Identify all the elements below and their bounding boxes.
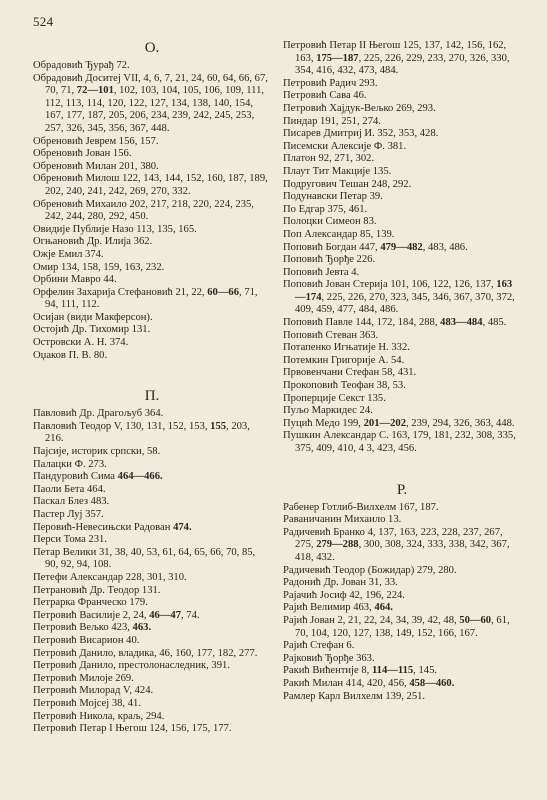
- page-number: 524: [33, 14, 54, 29]
- index-entry: Радичевић Бранко 4, 137, 163, 223, 228, 237, 267, 275, 279—288, 300, 308, 324, 333, 338, 342, 367, 418, 432.: [283, 526, 510, 563]
- index-entry: Орфелин Захарија Стефановић 21, 22, 60—66, 71, 94, 111, 112.: [33, 286, 258, 311]
- index-entry: Радичевић Теодор (Божидар) 279, 280.: [283, 564, 457, 576]
- index-entry: Рајић Јован 2, 21, 22, 24, 34, 39, 42, 48, 50—60, 61, 70, 104, 120, 127, 138, 149, 152, 166, 167.: [283, 614, 510, 639]
- index-entry: Рајковић Ђорђе 363.: [283, 652, 375, 664]
- index-entry: Ракић Вићентије 8, 114—115, 145.: [283, 665, 438, 677]
- bold-page-range: 201—202: [363, 417, 406, 429]
- index-entry: Првовенчани Стефан 58, 431.: [283, 367, 417, 379]
- index-entry: Павловић Др. Драгољуб 364.: [33, 408, 164, 420]
- index-entry: Писарев Дмитриј И. 352, 353, 428.: [283, 128, 439, 140]
- section-heading: Р.: [396, 481, 408, 498]
- index-entry: Пуљо Маркидес 24.: [283, 405, 373, 417]
- index-entry: Поповић Богдан 447, 479—482, 483, 486.: [283, 241, 468, 253]
- index-entry: Петровић Данило, владика, 46, 160, 177, 182, 277.: [33, 647, 258, 659]
- bold-page-range: 479—482: [380, 241, 423, 253]
- index-entry: Петровић Петар I Његош 124, 156, 175, 177.: [33, 723, 232, 735]
- index-entry: Поповић Павле 144, 172, 184, 288, 483—484, 485.: [283, 317, 507, 329]
- index-entry: Перси Тома 231.: [33, 534, 107, 546]
- bold-page-range: 72—101: [76, 85, 114, 97]
- index-entry: По Едгар 375, 461.: [283, 203, 368, 215]
- index-entry: Петрановић Др. Теодор 131.: [33, 584, 161, 596]
- index-entry: Потапенко Игњатије Н. 332.: [283, 342, 410, 354]
- bold-page-range: 279—288: [316, 539, 359, 551]
- index-entry: Прокоповић Теофан 38, 53.: [283, 380, 406, 392]
- index-entry: Петровић Хајдук-Вељко 269, 293.: [283, 102, 436, 114]
- index-entry: Платон 92, 271, 302.: [283, 153, 375, 165]
- bold-page-range: 46—47: [149, 609, 181, 621]
- index-column-left: [33, 40, 271, 736]
- section-heading: О.: [144, 40, 160, 56]
- index-entry: Обреновић Михаило 202, 217, 218, 220, 224, 235, 242, 244, 280, 292, 450.: [33, 198, 254, 223]
- index-entry: Омир 134, 158, 159, 163, 232.: [33, 261, 165, 273]
- bold-page-range: 483—484: [440, 317, 483, 329]
- bold-page-range: 50—60: [459, 614, 492, 626]
- index-entry: Петровић Милоје 269.: [33, 672, 134, 684]
- index-entry: Потемкин Григорије А. 54.: [283, 354, 405, 366]
- index-entry: Паскал Блез 483.: [33, 496, 110, 508]
- index-entry: Петровић Петар II Његош 125, 137, 142, 156, 162, 163, 175—187, 225, 226, 229, 233, 270, 326, 330, 354, 416, 432, 473, 484.: [283, 40, 510, 77]
- bold-page-range: 458—460.: [409, 677, 455, 689]
- index-entry: Петровић Сава 46.: [283, 90, 367, 102]
- index-column-right: [283, 40, 521, 703]
- index-entry: Обрадовић Доситеј VII, 4, 6, 7, 21, 24, 60, 64, 66, 67, 70, 71, 72—101, 102, 103, 104, 105, 106, 109, 111, 112, 113, 114, 120, 122, 127, 134, 138, 140, 154, 167, 177, 187, 205, 206, 234, 239, 242, 245, 253, 257, 326, 345, 356, 367, 448.: [33, 72, 268, 134]
- index-entry: Обрадовић Ђурађ 72.: [33, 60, 130, 71]
- index-entry: Рајић Велимир 463, 464.: [283, 602, 393, 614]
- index-entry: Островски А. Н. 374.: [33, 337, 129, 349]
- bold-page-range: 163—174: [295, 279, 513, 303]
- index-entry: Петровић Висарион 40.: [33, 634, 140, 646]
- index-entry: Пушкин Александар С. 163, 179, 181, 232, 308, 335, 375, 409, 410, 4 3, 423, 456.: [283, 430, 516, 454]
- index-entry: Петровић Никола, краљ, 294.: [33, 710, 165, 722]
- index-entry: Павловић Теодор V, 130, 131, 152, 153, 155, 203, 216.: [33, 420, 250, 445]
- index-entry: Подругович Тешан 248, 292.: [283, 178, 412, 190]
- index-entry: Петар Велики 31, 38, 40, 53, 61, 64, 65, 66, 70, 85, 90, 92, 94, 108.: [33, 546, 256, 571]
- index-entry: Овидије Публије Назо 113, 135, 165.: [33, 223, 197, 235]
- index-entry: Петровић Василије 2, 24, 46—47, 74.: [33, 609, 200, 621]
- index-entry: Обреновић Милан 201, 380.: [33, 160, 159, 172]
- bold-page-range: 464.: [374, 602, 393, 614]
- index-entry: Пандуровић Сима 464—466.: [33, 471, 163, 483]
- index-entry: Поп Александар 85, 139.: [283, 228, 395, 240]
- index-entry: Огњановић Др. Илија 362.: [33, 236, 153, 248]
- index-entry: Орбини Мавро 44.: [33, 274, 117, 286]
- index-entry: Поповић Ђорђе 226.: [283, 254, 376, 266]
- index-entry: Осијан (види Макферсон).: [33, 311, 153, 323]
- index-entry: Рајић Стефан 6.: [283, 640, 355, 652]
- index-entry: Ракић Милан 414, 420, 456, 458—460.: [283, 677, 455, 689]
- index-entry: Радонић Др. Јован 31, 33.: [283, 577, 398, 589]
- index-entry: Проперције Секст 135.: [283, 392, 386, 404]
- bold-page-range: 464—466.: [117, 471, 163, 483]
- bold-page-range: 60—66: [207, 286, 240, 298]
- index-entry: Петровић Вељко 423, 463.: [33, 622, 152, 634]
- index-entry: Пиндар 191, 251, 274.: [283, 115, 381, 127]
- index-entry: Петровић Милорад V, 424.: [33, 685, 154, 697]
- bold-page-range: 463.: [132, 622, 152, 634]
- index-entry: Петровић Мојсеј 38, 41.: [33, 697, 141, 709]
- index-entry: Перовић-Невесињски Радован 474.: [33, 521, 192, 533]
- index-entry: Пуцић Медо 199, 201—202, 239, 294, 326, 363, 448.: [283, 417, 515, 429]
- index-entry: Рабенер Готлиб-Вилхелм 167, 187.: [283, 501, 439, 513]
- bold-page-range: 474.: [173, 521, 192, 533]
- index-entry: Ожје Емил 374.: [33, 248, 104, 260]
- index-entry: Паоли Бета 464.: [33, 483, 106, 495]
- index-entry: Палацки Ф. 273.: [33, 458, 107, 470]
- index-entry: Плаут Тит Макције 135.: [283, 165, 392, 177]
- index-entry: Поповић Јевта 4.: [283, 266, 360, 278]
- bold-page-range: 175—187: [316, 52, 359, 64]
- index-entry: Рамлер Карл Вилхелм 139, 251.: [283, 690, 426, 702]
- index-entry: Петровић Радич 293.: [283, 77, 378, 89]
- bold-page-range: 114—115: [371, 665, 414, 677]
- index-entry: Рајачић Јосиф 42, 196, 224.: [283, 589, 405, 601]
- index-entry: Полоцки Симеон 83.: [283, 216, 377, 228]
- index-entry: Петрарка Франческо 179.: [33, 597, 148, 609]
- index-entry: Оџаков П. В. 80.: [33, 349, 108, 361]
- index-entry: Пајсије, историк српски, 58.: [33, 446, 161, 458]
- index-entry: Поповић Стеван 363.: [283, 329, 379, 341]
- index-entry: Поповић Јован Стерија 101, 106, 122, 126, 137, 163—174, 225, 226, 270, 323, 345, 346, 367, 370, 372, 409, 459, 477, 484, 486.: [283, 279, 515, 316]
- index-entry: Остојић Др. Тихомир 131.: [33, 324, 151, 336]
- section-heading: П.: [144, 388, 160, 405]
- bold-page-range: 155: [210, 420, 227, 432]
- index-entry: Раваничанин Михаило 13.: [283, 514, 402, 526]
- index-entry: Петровић Данило, престолонаследник, 391.: [33, 660, 230, 672]
- index-entry: Обреновић Јован 156.: [33, 148, 132, 160]
- index-entry: Подунавски Петар 39.: [283, 191, 383, 203]
- index-entry: Писемски Алексије Ф. 381.: [283, 140, 407, 152]
- index-entry: Обреновић Милош 122, 143, 144, 152, 160, 187, 189, 202, 240, 241, 242, 269, 270, 332.: [33, 173, 268, 197]
- index-entry: Петефи Александар 228, 301, 310.: [33, 571, 187, 583]
- index-entry: Обреновић Јеврем 156, 157.: [33, 135, 159, 147]
- index-entry: Пастер Луј 357.: [33, 509, 104, 520]
